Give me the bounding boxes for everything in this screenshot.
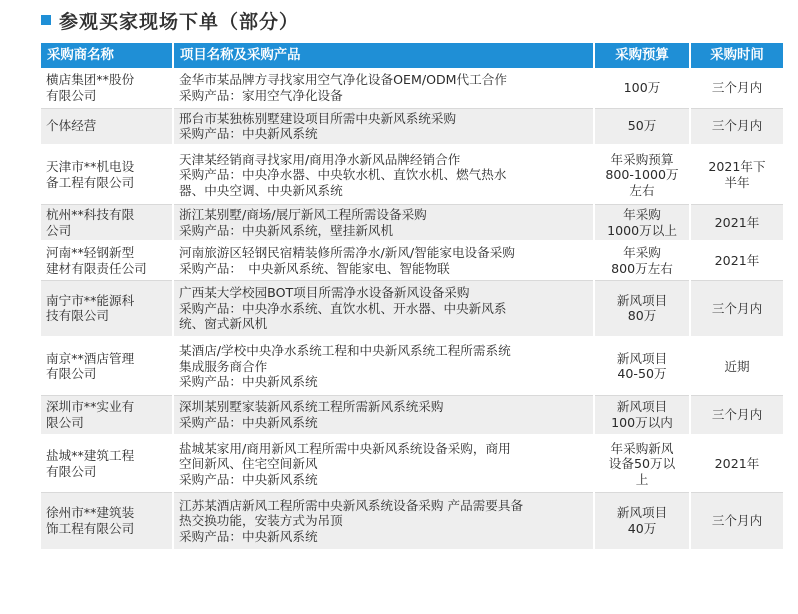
time-cell — [690, 280, 783, 337]
company-cell-line: 个体经营 — [46, 118, 97, 134]
time-cell-line: 2021年 — [714, 456, 760, 471]
project-cell-line: 天津某经销商寻找家用/商用净水新风品牌经销合作 — [179, 151, 461, 167]
table-row — [41, 492, 783, 550]
project-cell-line: 集成服务商合作 — [179, 358, 268, 374]
budget-cell — [594, 337, 690, 395]
company-cell — [41, 241, 173, 280]
project-cell-line: 某酒店/学校中央净水系统工程和中央新风系统工程所需系统 — [179, 343, 511, 358]
table-row — [41, 241, 783, 280]
project-cell-line: 采购产品： 中央新风系统、智能家电、智能物联 — [179, 260, 450, 276]
budget-cell-line: 100万以内 — [611, 414, 673, 430]
table-header-row — [41, 43, 783, 68]
project-cell-line: 采购产品：中央新风系统 — [179, 414, 318, 430]
project-cell — [173, 145, 594, 205]
company-cell-line: 饰工程有限公司 — [46, 520, 135, 536]
time-cell-line: 三个月内 — [711, 407, 763, 422]
company-cell — [41, 68, 173, 108]
time-cell — [690, 337, 783, 395]
project-cell — [173, 241, 594, 280]
budget-cell-line: 100万 — [623, 80, 661, 95]
time-cell — [690, 492, 783, 550]
budget-cell-line: 新风项目 — [616, 350, 668, 366]
header-time: 采购时间 — [690, 43, 783, 68]
company-cell-line: 天津市**机电设 — [46, 159, 135, 175]
time-cell — [690, 145, 783, 205]
time-cell — [690, 435, 783, 492]
page-title-bar — [41, 7, 299, 33]
company-cell — [41, 145, 173, 205]
project-cell-line: 采购产品：中央净水系统、直饮水机、开水器、中央新风系 — [179, 300, 507, 316]
time-cell — [690, 241, 783, 280]
project-cell-line: 金华市某品牌方寻找家用空气净化设备OEM/ODM代工合作 — [179, 72, 507, 88]
table-row — [41, 395, 783, 435]
company-cell-line: 南宁市**能源科 — [46, 292, 135, 308]
project-cell — [173, 395, 594, 435]
company-cell — [41, 337, 173, 395]
project-cell — [173, 108, 594, 145]
time-cell-line: 2021年 — [714, 214, 760, 230]
budget-cell-line: 800-1000万 — [605, 167, 679, 182]
budget-cell — [594, 492, 690, 550]
company-cell-line: 有限公司 — [46, 366, 97, 382]
project-cell-line: 河南旅游区轻钢民宿精装修所需净水/新风/智能家电设备采购 — [179, 245, 515, 261]
company-cell-line: 建材有限责任公司 — [46, 260, 147, 276]
table-body — [41, 68, 783, 550]
budget-cell-line: 40万 — [627, 520, 657, 536]
budget-cell — [594, 108, 690, 145]
company-cell-line: 公司 — [46, 222, 72, 238]
budget-cell-line: 年采购 — [623, 207, 661, 222]
time-cell — [690, 395, 783, 435]
header-project: 项目名称及采购产品 — [173, 43, 594, 68]
page-title: 参观买家现场下单（部分） — [59, 10, 300, 33]
time-cell — [690, 205, 783, 242]
time-cell-line: 三个月内 — [711, 80, 763, 95]
project-cell-line: 采购产品：中央新风系统 — [179, 528, 318, 544]
project-cell-line: 采购产品：中央新风系统 — [179, 471, 318, 487]
company-cell-line: 盐城**建筑工程 — [46, 448, 135, 464]
table-row — [41, 68, 783, 108]
budget-cell-line: 左右 — [629, 182, 655, 198]
header-company: 采购商名称 — [41, 43, 173, 68]
time-cell-line: 三个月内 — [711, 118, 763, 134]
company-cell-line: 河南**轻钢新型 — [46, 245, 135, 261]
time-cell-line: 近期 — [724, 358, 750, 374]
title-marker-square — [41, 15, 51, 25]
project-cell-line: 深圳某别墅家装新风系统工程所需新风系统采购 — [179, 399, 444, 415]
company-cell-line: 技有限公司 — [46, 308, 109, 324]
table-row — [41, 280, 783, 337]
project-cell-line: 浙江某别墅/商场/展厅新风工程所需设备采购 — [179, 207, 427, 222]
table-row — [41, 337, 783, 395]
project-cell-line: 邢台市某独栋别墅建设项目所需中央新风系统采购 — [179, 110, 457, 126]
budget-cell-line: 年采购 — [623, 245, 661, 261]
budget-cell-line: 年采购新风 — [610, 440, 674, 456]
company-cell — [41, 205, 173, 242]
project-cell-line: 热交换功能，安装方式为吊顶 — [179, 513, 343, 528]
budget-cell-line: 上 — [635, 471, 649, 487]
budget-cell-line: 年采购预算 — [610, 151, 674, 167]
project-cell — [173, 280, 594, 337]
header-budget: 采购预算 — [594, 43, 690, 68]
budget-cell-line: 800万左右 — [611, 260, 673, 276]
project-cell-line: 采购产品：中央新风系统 — [179, 126, 318, 141]
time-cell-line: 2021年下 — [708, 159, 766, 175]
company-cell-line: 徐州市**建筑装 — [46, 505, 135, 521]
time-cell-line: 三个月内 — [711, 513, 763, 528]
budget-cell-line: 设备50万以 — [608, 456, 676, 471]
project-cell-line: 采购产品：中央新风系统，壁挂新风机 — [179, 222, 394, 238]
budget-cell-line: 50万 — [627, 118, 657, 134]
project-cell — [173, 337, 594, 395]
company-cell — [41, 108, 173, 145]
budget-cell-line: 80万 — [627, 308, 657, 324]
project-cell-line: 器、中央空调、中央新风系统 — [179, 182, 343, 198]
company-cell — [41, 492, 173, 550]
table-row — [41, 205, 783, 242]
project-cell — [173, 68, 594, 108]
company-cell — [41, 395, 173, 435]
budget-cell-line: 新风项目 — [616, 292, 668, 308]
company-cell-line: 备工程有限公司 — [46, 174, 135, 190]
company-cell — [41, 280, 173, 337]
budget-cell — [594, 241, 690, 280]
table-row — [41, 108, 783, 145]
project-cell-line: 空间新风、住宅空间新风 — [179, 456, 318, 471]
budget-cell — [594, 68, 690, 108]
project-cell-line: 采购产品：家用空气净化设备 — [179, 87, 343, 103]
time-cell — [690, 108, 783, 145]
time-cell — [690, 68, 783, 108]
budget-cell-line: 新风项目 — [616, 505, 668, 521]
budget-cell — [594, 280, 690, 337]
time-cell-line: 2021年 — [714, 253, 760, 268]
table-row — [41, 435, 783, 492]
budget-cell — [594, 145, 690, 205]
company-cell-line: 有限公司 — [46, 463, 97, 479]
company-cell — [41, 435, 173, 492]
budget-cell — [594, 205, 690, 242]
company-cell-line: 横店集团**股份 — [46, 72, 135, 88]
budget-cell — [594, 435, 690, 492]
budget-cell-line: 1000万以上 — [607, 222, 677, 238]
project-cell-line: 广西某大学校园BOT项目所需净水设备新风设备采购 — [179, 285, 470, 300]
project-cell — [173, 435, 594, 492]
company-cell-line: 限公司 — [46, 414, 84, 430]
project-cell-line: 采购产品：中央新风系统 — [179, 374, 318, 389]
budget-cell-line: 40-50万 — [617, 366, 667, 382]
project-cell — [173, 205, 594, 242]
company-cell-line: 有限公司 — [46, 87, 97, 103]
company-cell-line: 深圳市**实业有 — [46, 399, 135, 415]
project-cell — [173, 492, 594, 550]
company-cell-line: 杭州**科技有限 — [46, 207, 135, 222]
time-cell-line: 三个月内 — [711, 300, 763, 316]
project-cell-line: 江苏某酒店新风工程所需中央新风系统设备采购 产品需要具备 — [179, 497, 524, 513]
project-cell-line: 统、窗式新风机 — [179, 316, 268, 331]
buyers-table — [41, 43, 783, 551]
project-cell-line: 采购产品：中央净水器、中央软水机、直饮水机、燃气热水 — [179, 167, 507, 182]
budget-cell — [594, 395, 690, 435]
table-row — [41, 145, 783, 205]
time-cell-line: 半年 — [724, 174, 750, 190]
project-cell-line: 盐城某家用/商用新风工程所需中央新风系统设备采购，商用 — [179, 440, 511, 456]
company-cell-line: 南京**酒店管理 — [46, 350, 135, 366]
budget-cell-line: 新风项目 — [616, 399, 668, 415]
